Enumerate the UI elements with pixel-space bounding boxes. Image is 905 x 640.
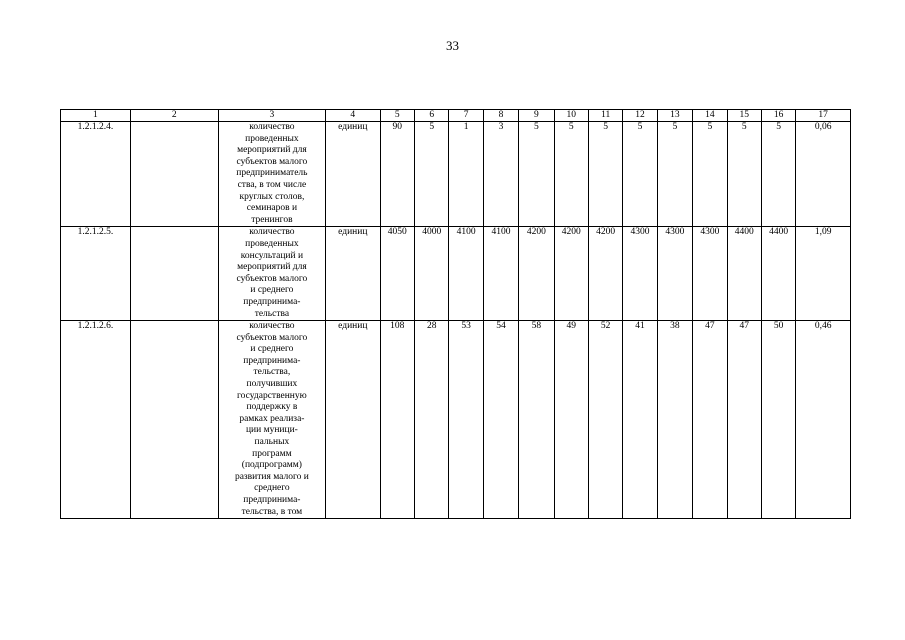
value-cell: 5 (727, 122, 761, 227)
indicator-name-line: тельства, в том (241, 506, 303, 517)
total-cell: 1,09 (796, 227, 851, 321)
indicator-name-line: государственную (237, 390, 307, 401)
column-header: 4 (326, 110, 381, 122)
value-cell: 4200 (519, 227, 554, 321)
column-header: 6 (415, 110, 449, 122)
value-cell: 90 (380, 122, 414, 227)
value-cell: 4300 (693, 227, 727, 321)
indicator-name-line: и среднего (250, 344, 294, 355)
value-cell: 58 (519, 321, 554, 519)
indicator-name-line: количество (249, 122, 295, 132)
table-row (61, 122, 851, 227)
value-cell: 5 (554, 122, 588, 227)
row-code: 1.2.1.2.5. (61, 227, 131, 321)
row-col2 (130, 122, 218, 227)
value-cell: 4400 (727, 227, 761, 321)
column-header: 5 (380, 110, 414, 122)
indicator-name-line: ства, в том числе (237, 179, 307, 190)
unit-cell: единиц (326, 321, 381, 519)
indicator-name-line: круглых столов, (239, 191, 305, 202)
indicator-name-line: и среднего (250, 285, 294, 296)
value-cell: 28 (415, 321, 449, 519)
value-cell: 5 (657, 122, 692, 227)
indicator-name-line: семинаров и (246, 203, 298, 214)
column-header: 1 (61, 110, 131, 122)
column-header: 13 (657, 110, 692, 122)
value-cell: 1 (449, 122, 483, 227)
indicator-name-line: программ (252, 448, 292, 459)
column-header: 10 (554, 110, 588, 122)
column-header: 17 (796, 110, 851, 122)
total-cell: 0,46 (796, 321, 851, 519)
indicator-name-line: развития малого и (234, 471, 309, 482)
value-cell: 4400 (761, 227, 795, 321)
column-header: 12 (623, 110, 657, 122)
header-row (61, 110, 851, 122)
indicator-name-line: тельства, (253, 367, 291, 378)
value-cell: 49 (554, 321, 588, 519)
table-header (61, 110, 851, 122)
indicator-name-line: поддержку в (246, 402, 298, 413)
indicator-name-line: субъектов малого (236, 156, 308, 167)
column-header: 11 (588, 110, 622, 122)
indicator-name-line: предприниматель (236, 168, 308, 179)
value-cell: 4300 (623, 227, 657, 321)
indicator-name-line: мероприятий для (237, 262, 307, 273)
indicator-name-line: субъектов малого (236, 332, 308, 343)
indicator-name-line: получивших (246, 379, 298, 390)
value-cell: 50 (761, 321, 795, 519)
value-cell: 52 (588, 321, 622, 519)
column-header: 9 (519, 110, 554, 122)
value-cell: 4300 (657, 227, 692, 321)
row-col2 (130, 321, 218, 519)
page-number: 33 (446, 38, 459, 53)
value-cell: 4200 (554, 227, 588, 321)
indicator-name-line: пальных (254, 437, 290, 448)
indicator-name (218, 321, 325, 519)
indicator-name (218, 122, 325, 227)
indicator-name-line: количество (249, 321, 295, 332)
column-header: 2 (130, 110, 218, 122)
value-cell: 3 (483, 122, 518, 227)
indicator-name-line: тренингов (251, 214, 293, 225)
indicator-name-line: консультаций и (240, 250, 304, 261)
value-cell: 4200 (588, 227, 622, 321)
value-cell: 5 (415, 122, 449, 227)
value-cell: 53 (449, 321, 483, 519)
indicator-name-line: рамках реализа- (239, 413, 305, 424)
value-cell: 4100 (483, 227, 518, 321)
indicator-name-line: предпринима- (243, 296, 301, 307)
column-header: 14 (693, 110, 727, 122)
table-body (61, 122, 851, 519)
indicator-name-line: предпринима- (243, 355, 301, 366)
indicator-name (218, 227, 325, 321)
value-cell: 5 (519, 122, 554, 227)
indicator-name-line: проведенных (245, 238, 299, 249)
indicator-name-line: (подпрограмм) (241, 460, 302, 471)
column-header: 15 (727, 110, 761, 122)
indicator-name-line: ции муници- (245, 425, 298, 436)
value-cell: 5 (623, 122, 657, 227)
column-header: 3 (218, 110, 325, 122)
value-cell: 5 (693, 122, 727, 227)
total-cell: 0,06 (796, 122, 851, 227)
row-col2 (130, 227, 218, 321)
value-cell: 108 (380, 321, 414, 519)
value-cell: 38 (657, 321, 692, 519)
indicator-name-line: проведенных (245, 133, 299, 144)
value-cell: 4100 (449, 227, 483, 321)
column-header: 8 (483, 110, 518, 122)
indicator-name-line: мероприятий для (237, 145, 307, 156)
indicator-name-line: тельства (254, 308, 290, 319)
table-row (61, 321, 851, 519)
unit-cell: единиц (326, 227, 381, 321)
value-cell: 5 (761, 122, 795, 227)
unit-cell: единиц (326, 122, 381, 227)
value-cell: 54 (483, 321, 518, 519)
column-header: 16 (761, 110, 795, 122)
column-header: 7 (449, 110, 483, 122)
indicator-name-line: субъектов малого (236, 273, 308, 284)
row-code: 1.2.1.2.6. (61, 321, 131, 519)
value-cell: 5 (588, 122, 622, 227)
indicator-name-line: среднего (254, 483, 290, 494)
row-code: 1.2.1.2.4. (61, 122, 131, 227)
indicator-name-line: количество (249, 227, 295, 238)
indicator-name-line: предпринима- (243, 495, 301, 505)
value-cell: 47 (693, 321, 727, 519)
table-row (61, 227, 851, 321)
value-cell: 41 (623, 321, 657, 519)
value-cell: 47 (727, 321, 761, 519)
value-cell: 4050 (380, 227, 414, 321)
indicators-table (60, 109, 851, 519)
value-cell: 4000 (415, 227, 449, 321)
